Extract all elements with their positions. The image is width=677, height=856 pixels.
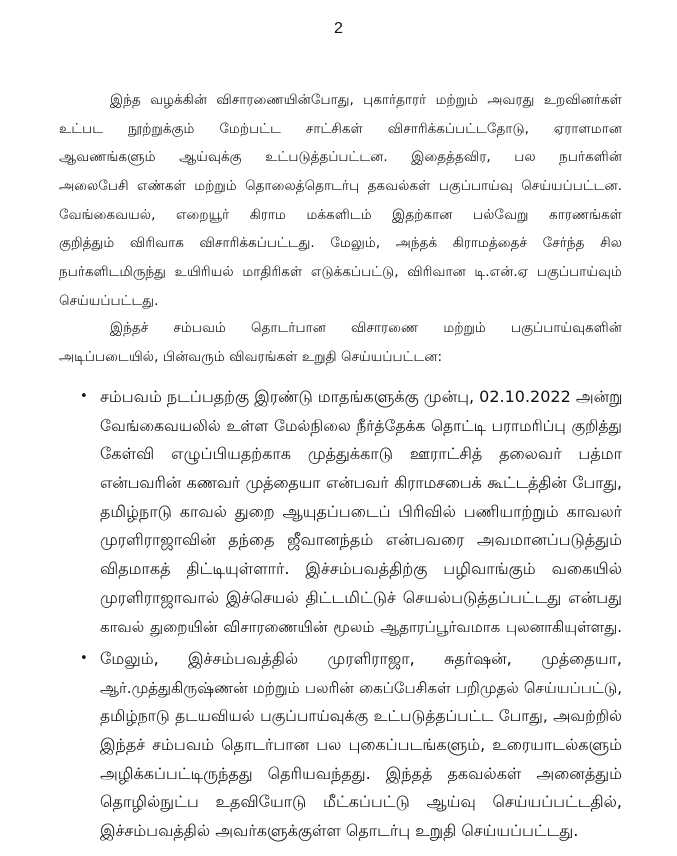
bullet-line: என்பவரின் கணவர் முத்தையா என்பவர் கிராமசபைக் கூட்டத்தின் போது, [100, 473, 622, 493]
paragraph-line: ஆவணங்களும் ஆய்வுக்கு உட்படுத்தப்பட்டன. இதைத்தவிர, பல நபர்களின் [59, 149, 622, 166]
bullet-line: தமிழ்நாடு தடயவியல் பகுப்பாய்வுக்கு உட்படுத்தப்பட்ட போது, அவற்றில் [100, 707, 622, 726]
paragraph-line: செய்யப்பட்டது. [59, 292, 159, 309]
paragraph-line: வேங்கைவயல், எறையூர் கிராம மக்களிடம் இதற்கான பல்வேறு காரணங்கள் [59, 206, 622, 223]
paragraph-line: உட்பட நூற்றுக்கும் மேற்பட்ட சாட்சிகள் விசாரிக்கப்பட்டதோடு, ஏராளமான [59, 120, 622, 137]
paragraph-line: அலைபேசி எண்கள் மற்றும் தொலைத்தொடர்பு தகவல்கள் பகுப்பாய்வு செய்யப்பட்டன. [59, 178, 622, 195]
paragraph-2 [59, 314, 622, 371]
bullet-item-1 [80, 383, 623, 641]
bullet-line: வேங்கைவயலில் உள்ள மேல்நிலை நீர்த்தேக்க தொட்டி பராமரிப்பு குறித்து [100, 416, 622, 435]
paragraph-line: இந்த வழக்கின் விசாரணையின்போது, புகார்தாரர் மற்றும் அவரது உறவினர்கள் [110, 92, 622, 108]
bullet-line: இச்சம்பவத்தில் அவர்களுக்குள்ள தொடர்பு உறுதி செய்யப்பட்டது. [100, 821, 579, 841]
paragraph-line: நபர்களிடமிருந்து உயிரியல் மாதிரிகள் எடுக்கப்பட்டு, விரிவான டி.என்.ஏ பகுப்பாய்வும் [59, 264, 622, 281]
paragraph-line: அடிப்படையில், பின்வரும் விவரங்கள் உறுதி செய்யப்பட்டன: [59, 348, 443, 365]
bullet-line: இந்தச் சம்பவம் தொடர்பான பல புகைப்படங்களும், உரையாடல்களும் [100, 735, 622, 755]
bullet-line: காவல் துறையின் விசாரணையின் மூலம் ஆதாரப்பூர்வமாக புலனாகியுள்ளது. [100, 617, 622, 636]
page-number: 2 [334, 20, 343, 37]
bullet-line: தொழில்நுட்ப உதவியோடு மீட்கப்பட்டு ஆய்வு செய்யப்பட்டதில், [100, 792, 622, 812]
paragraph-line: குறித்தும் விரிவாக விசாரிக்கப்பட்டது. மேலும், அந்தக் கிராமத்தைச் சேர்ந்த சில [59, 235, 622, 252]
paragraph-1 [59, 86, 622, 316]
bullet-line: விதமாகத் திட்டியுள்ளார். இச்சம்பவத்திற்கு பழிவாங்கும் வகையில் [100, 559, 622, 579]
bullet-symbol: • [80, 389, 88, 404]
bullet-line: மேலும், இச்சம்பவத்தில் முரளிராஜா, சுதர்ஷன், முத்தையா, [100, 649, 622, 668]
bullet-line: ஆர்.முத்துகிருஷ்ணன் மற்றும் பலரின் கைப்பேசிகள் பறிமுதல் செய்யப்பட்டு, [100, 678, 622, 697]
paragraph-line: இந்தச் சம்பவம் தொடர்பான விசாரணை மற்றும் பகுப்பாய்வுகளின் [110, 320, 622, 336]
bullet-line: கேள்வி எழுப்பியதற்காக முத்துக்காடு ஊராட்சித் தலைவர் பத்மா [100, 444, 622, 464]
bullet-line: சம்பவம் நடப்பதற்கு இரண்டு மாதங்களுக்கு முன்பு, 02.10.2022 அன்று [100, 387, 623, 406]
bullet-line: முரளிராஜாவின் தந்தை ஜீவானந்தம் என்பவரை அவமானப்படுத்தும் [100, 530, 622, 550]
bullet-line: முரளிராஜாவால் இச்செயல் திட்டமிட்டுச் செயல்படுத்தப்பட்டது என்பது [100, 587, 622, 607]
bullet-line: அழிக்கப்பட்டிருந்தது தெரியவந்தது. இந்தத் தகவல்கள் அனைத்தும் [100, 763, 622, 783]
bullet-item-2 [80, 645, 622, 846]
bullet-symbol: • [80, 651, 88, 666]
bullet-line: தமிழ்நாடு காவல் துறை ஆயுதப்படைப் பிரிவில் பணியாற்றும் காவலர் [100, 501, 622, 521]
